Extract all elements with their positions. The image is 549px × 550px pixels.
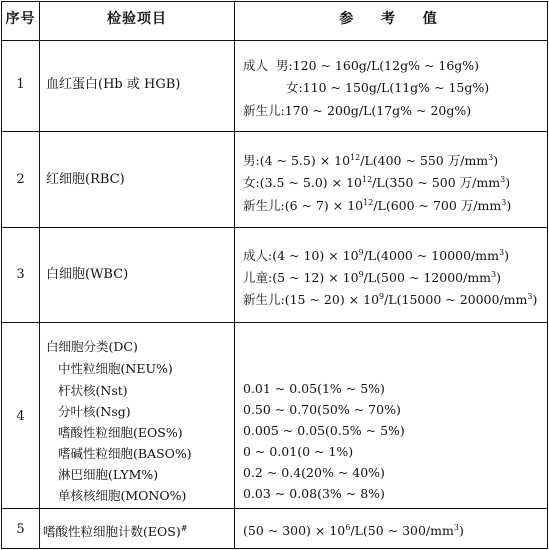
sub-item-mono: 单核核细胞(MONO%) bbox=[58, 488, 187, 503]
row-2-no: 2 bbox=[16, 172, 25, 187]
sub-item-nsg: 分叶核(Nsg) bbox=[58, 404, 131, 419]
row-divider-3 bbox=[1, 322, 548, 323]
column-divider-1 bbox=[39, 1, 40, 549]
sub-item-eos: 嗜酸性粒细胞(EOS%) bbox=[58, 425, 183, 440]
row-2-ref-line-1: 男:(4 ~ $5.5) \times 10^{12}/L(400$ ~ 550 万$/mm^3$) bbox=[243, 153, 499, 168]
sub-value-nsg: 0.50 ~ 0.70(50% ~ 70%) bbox=[243, 402, 401, 417]
row-5-ref: (50 ~ $300) \times 10^6/L(50$ ~ $300/mm^3$) bbox=[243, 523, 464, 538]
row-4-no: 4 bbox=[16, 409, 25, 424]
sub-value-lym: 0.2 ~ 0.4(20% ~ 40%) bbox=[243, 465, 385, 480]
sub-item-lym: 淋巴细胞(LYM%) bbox=[58, 467, 159, 482]
row-2-ref-line-2: 女:(3.5 ~ $5.0) \times 10^{12}/L(350$ ~ 500 万$/mm^3$) bbox=[243, 175, 511, 190]
sub-item-baso: 嗜碱性粒细胞(BASO%) bbox=[58, 446, 192, 461]
header-ref: 参 考 值 bbox=[339, 11, 443, 27]
sub-value-mono: 0.03 ~ 0.08(3% ~ 8%) bbox=[243, 486, 385, 501]
footnote-mark: # bbox=[180, 524, 188, 533]
row-1-ref-line-1: 成人 男:120 ~ 160g/L(12g% ~ 16g%) bbox=[243, 58, 480, 73]
column-divider-2 bbox=[234, 1, 235, 549]
header-no: 序号 bbox=[5, 11, 36, 27]
sub-item-nst: 杆状核(Nst) bbox=[58, 383, 128, 398]
row-2-ref-line-3: 新生儿:(6 ~ $7) \times 10^{12}/L(600$ ~ 700 万$/mm^3$) bbox=[243, 198, 512, 213]
row-1-item: 血红蛋白(Hb 或 HGB) bbox=[46, 77, 181, 92]
header-divider bbox=[1, 40, 548, 41]
row-5-item: 嗜酸性粒细胞计数(EOS)# bbox=[43, 524, 188, 539]
row-1-no: 1 bbox=[16, 77, 25, 92]
row-divider-2 bbox=[1, 227, 548, 228]
row-2-item: 红细胞(RBC) bbox=[46, 172, 125, 187]
header-item: 检验项目 bbox=[107, 11, 167, 27]
row-3-no: 3 bbox=[16, 267, 25, 282]
row-divider-1 bbox=[1, 131, 548, 132]
row-3-ref-line-1: 成人:(4 ~ $10) \times 10^9/L(4000$ ~ $10000/mm^3$) bbox=[243, 248, 509, 263]
sub-value-eos: 0.005 ~ 0.05(0.5% ~ 5%) bbox=[243, 423, 405, 438]
row-5-no: 5 bbox=[16, 522, 25, 537]
sub-value-baso: 0 ~ 0.01(0 ~ 1%) bbox=[243, 444, 354, 459]
row-3-ref-line-3: 新生儿:(15 ~ $20) \times 10^9/L(15000$ ~ $20000/mm^3$) bbox=[243, 292, 538, 307]
row-divider-4 bbox=[1, 508, 548, 509]
row-3-item: 白细胞(WBC) bbox=[46, 267, 129, 282]
sub-item-neu: 中性粒细胞(NEU%) bbox=[58, 361, 173, 376]
row-4-item-title: 白细胞分类(DC) bbox=[46, 339, 138, 354]
row-3-ref-line-2: 儿童:(5 ~ $12) \times 10^9/L(500$ ~ $12000/mm^3$) bbox=[243, 270, 502, 285]
row-1-ref-line-3: 新生儿:170 ~ 200g/L(17g% ~ 20g%) bbox=[243, 103, 472, 118]
sub-value-nst: 0.01 ~ 0.05(1% ~ 5%) bbox=[243, 381, 385, 396]
row-1-ref-line-2: 女:110 ~ 150g/L(11g% ~ 15g%) bbox=[286, 80, 490, 95]
